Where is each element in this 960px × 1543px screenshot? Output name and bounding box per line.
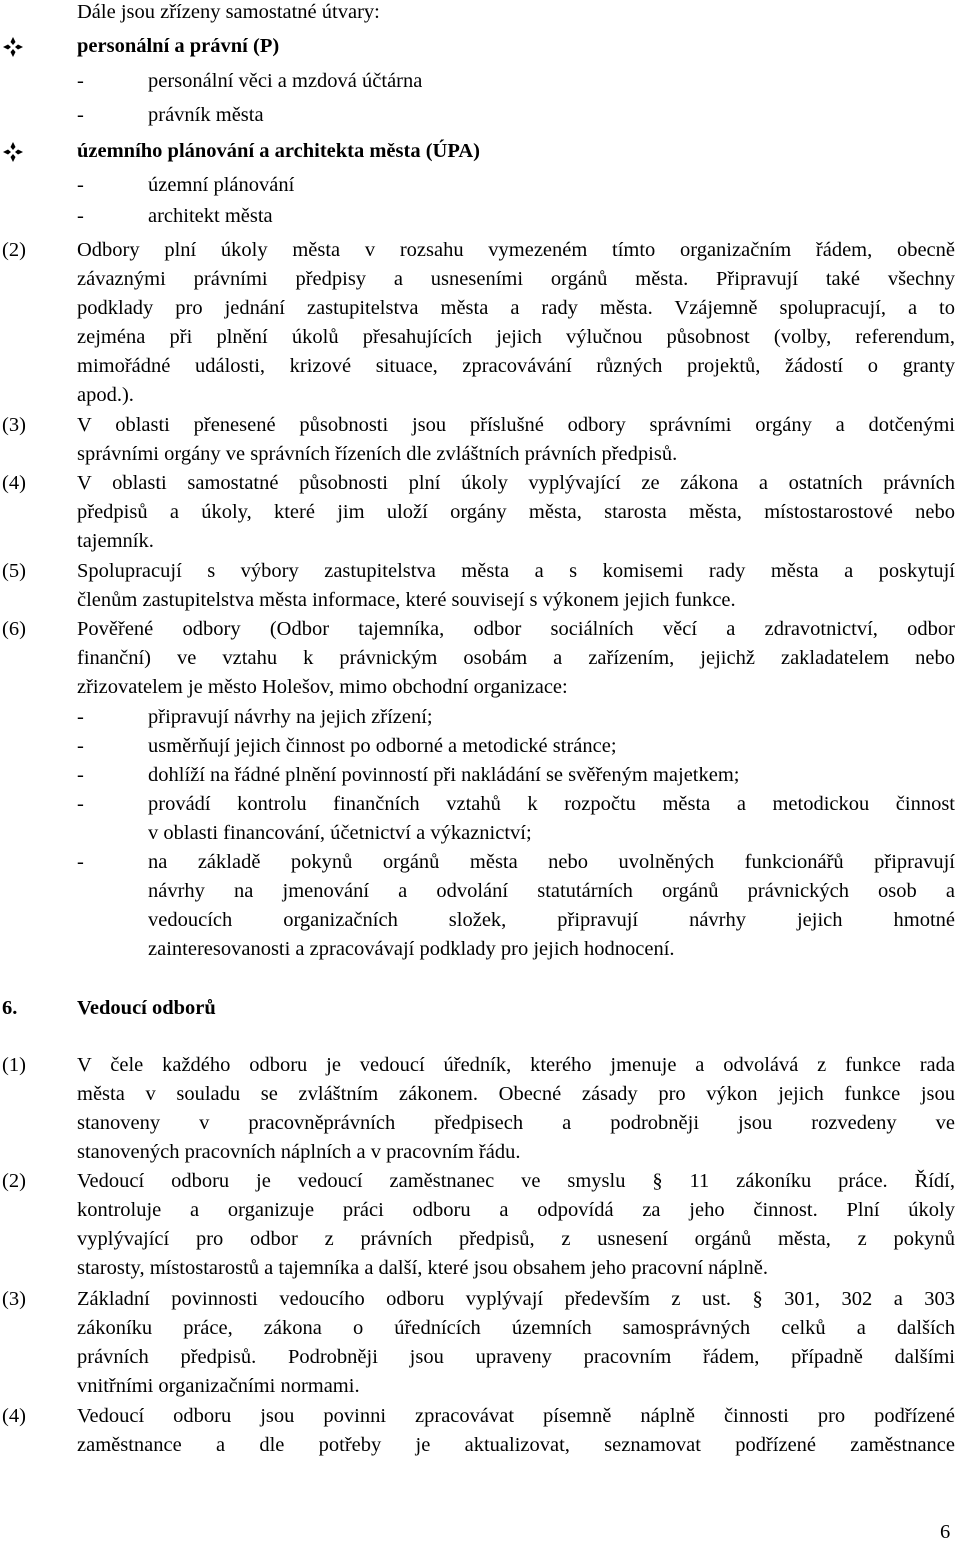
paragraph-number: (3) — [2, 414, 26, 436]
paragraph-line: V čele každého odboru je vedoucí úředník, kterého jmenuje a odvolává z funkce rada — [77, 1054, 955, 1076]
list-item: vedoucích organizačních složek, připravují návrhy jejich hmotné — [148, 909, 955, 931]
dash-marker: - — [77, 205, 84, 227]
paragraph-line: zaměstnance a dle potřeby je aktualizovat, seznamovat podřízené zaměstnance — [77, 1434, 955, 1456]
paragraph-line: právních předpisů. Podrobněji jsou upraveny pracovním řádem, případně dalšími — [77, 1346, 955, 1368]
list-item: zainteresovanosti a zpracovávají podklady pro jejich hodnocení. — [148, 938, 675, 960]
page-number: 6 — [940, 1521, 951, 1543]
diamond-bullet-icon — [2, 36, 24, 58]
dash-marker: - — [77, 851, 84, 873]
paragraph-number: (6) — [2, 618, 26, 640]
paragraph-line: Vedoucí odboru jsou povinni zpracovávat písemně náplně činnosti pro podřízené — [77, 1405, 955, 1427]
dash-marker: - — [77, 793, 84, 815]
paragraph-line: závaznými právními předpisy a usneseními orgánů města. Připravují také všechny — [77, 268, 955, 290]
list-item: provádí kontrolu finančních vztahů k rozpočtu města a metodickou činnost — [148, 793, 955, 815]
paragraph-number: (5) — [2, 560, 26, 582]
paragraph-line: Odbory plní úkoly města v rozsahu vymezeném tímto organizačním řádem, obecně — [77, 239, 955, 261]
unit-item: personální věci a mzdová účtárna — [148, 70, 423, 92]
paragraph-number: (3) — [2, 1288, 26, 1310]
paragraph-line: předpisů a úkoly, které jim uloží orgány města, starosta města, místostarostové nebo — [77, 501, 955, 523]
paragraph-line: V oblasti samostatné působnosti plní úkoly vyplývající ze zákona a ostatních právních — [77, 472, 955, 494]
paragraph-line: Základní povinnosti vedoucího odboru vyplývají především z ust. § 301, 302 a 303 — [77, 1288, 955, 1310]
unit-item: územní plánování — [148, 174, 295, 196]
paragraph-line: vnitřními organizačními normami. — [77, 1375, 360, 1397]
paragraph-line: zřizovatelem je město Holešov, mimo obchodní organizace: — [77, 676, 568, 698]
paragraph-number: (2) — [2, 239, 26, 261]
dash-marker: - — [77, 706, 84, 728]
paragraph-line: Spolupracují s výbory zastupitelstva města a s komisemi rady města a poskytují — [77, 560, 955, 582]
list-item: připravují návrhy na jejich zřízení; — [148, 706, 433, 728]
paragraph-line: mimořádné události, krizové situace, zpracovávání různých projektů, žádostí o granty — [77, 355, 955, 377]
list-item: na základě pokynů orgánů města nebo uvolněných funkcionářů připravují — [148, 851, 955, 873]
paragraph-line: členům zastupitelstva města informace, které souvisejí s výkonem jejich funkce. — [77, 589, 736, 611]
paragraph-number: (1) — [2, 1054, 26, 1076]
dash-marker: - — [77, 764, 84, 786]
paragraph-line: kontroluje a organizuje práci odboru a odpovídá za jeho činnost. Plní úkoly — [77, 1199, 955, 1221]
paragraph-line: starosty, místostarostů a tajemníka a další, které jsou obsahem jeho pracovní náplně. — [77, 1257, 768, 1279]
unit-item: architekt města — [148, 205, 273, 227]
list-item: návrhy na jmenování a odvolání statutárních orgánů právnických osob a — [148, 880, 955, 902]
dash-marker: - — [77, 735, 84, 757]
paragraph-line: tajemník. — [77, 530, 154, 552]
intro-text: Dále jsou zřízeny samostatné útvary: — [77, 1, 380, 23]
paragraph-line: zejména při plnění úkolů přesahujících jejich výlučnou působnost (volby, referendum, — [77, 326, 955, 348]
paragraph-line: správními orgány ve správních řízeních dle zvláštních právních předpisů. — [77, 443, 678, 465]
paragraph-line: finanční) ve vztahu k právnickým osobám a zařízením, jejichž zakladatelem nebo — [77, 647, 955, 669]
unit-item: právník města — [148, 104, 264, 126]
paragraph-line: stanoveny v pracovněprávních předpisech a podrobněji jsou rozvedeny ve — [77, 1112, 955, 1134]
diamond-bullet-icon — [2, 141, 24, 163]
paragraph-line: stanovených pracovních náplních a v pracovním řádu. — [77, 1141, 521, 1163]
list-item: usměrňují jejich činnost po odborné a metodické stránce; — [148, 735, 617, 757]
paragraph-line: vyplývající pro odbor z právních předpisů, z usnesení orgánů města, z pokynů — [77, 1228, 955, 1250]
paragraph-line: Pověřené odbory (Odbor tajemníka, odbor sociálních věcí a zdravotnictví, odbor — [77, 618, 955, 640]
paragraph-line: podklady pro jednání zastupitelstva města a rady města. Vzájemně spolupracují, a to — [77, 297, 955, 319]
unit-title-p: personální a právní (P) — [77, 35, 280, 57]
list-item: dohlíží na řádné plnění povinností při nakládání se svěřeným majetkem; — [148, 764, 740, 786]
paragraph-number: (4) — [2, 472, 26, 494]
paragraph-line: zákoníku práce, zákona o úřednících územních samosprávných celků a dalších — [77, 1317, 955, 1339]
section-number: 6. — [2, 997, 18, 1019]
unit-title-upa: územního plánování a architekta města (ÚPA) — [77, 140, 480, 162]
dash-marker: - — [77, 104, 84, 126]
paragraph-number: (4) — [2, 1405, 26, 1427]
paragraph-number: (2) — [2, 1170, 26, 1192]
dash-marker: - — [77, 174, 84, 196]
paragraph-line: V oblasti přenesené působnosti jsou příslušné odbory správními orgány a dotčenými — [77, 414, 955, 436]
paragraph-line: Vedoucí odboru je vedoucí zaměstnanec ve smyslu § 11 zákoníku práce. Řídí, — [77, 1170, 955, 1192]
dash-marker: - — [77, 70, 84, 92]
paragraph-line: města v souladu se zvláštním zákonem. Obecné zásady pro výkon jejich funkce jsou — [77, 1083, 955, 1105]
section-title: Vedoucí odborů — [77, 997, 216, 1019]
list-item: v oblasti financování, účetnictví a výkaznictví; — [148, 822, 532, 844]
paragraph-line: apod.). — [77, 384, 134, 406]
